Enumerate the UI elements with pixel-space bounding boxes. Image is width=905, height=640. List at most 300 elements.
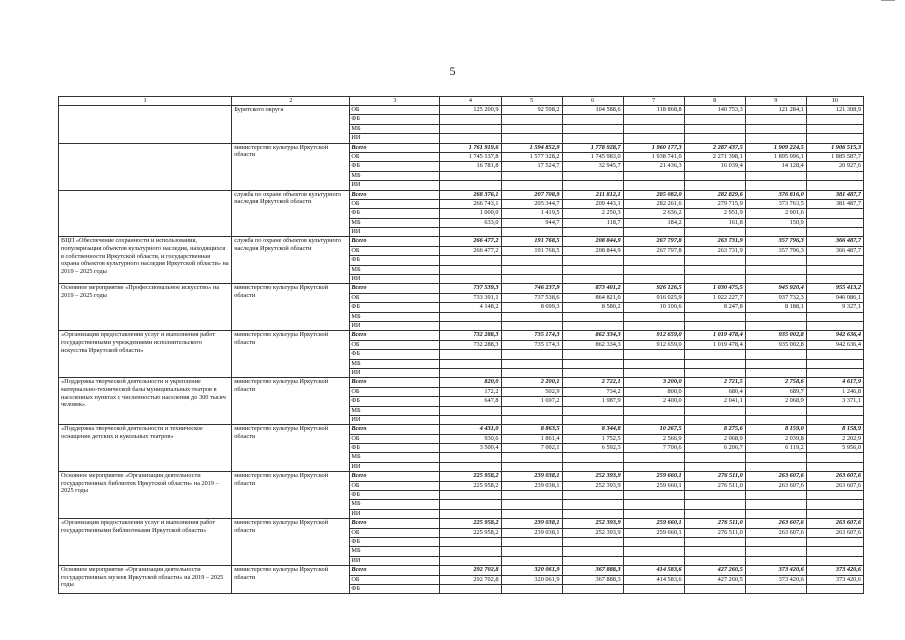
value-cell [806,368,863,377]
value-cell: 266 743,1 [440,199,501,208]
funding-source-cell: ИИ [350,462,440,471]
table-row [59,519,864,528]
funding-source-cell: МБ [350,500,440,509]
value-cell [745,556,806,565]
funding-source-cell: МБ [350,265,440,274]
value-cell: 1 761 919,6 [440,143,501,152]
value-cell [806,256,863,265]
value-cell [623,124,684,133]
value-cell [623,359,684,368]
value-cell: 225 958,2 [440,528,501,537]
funding-source-cell: МБ [350,312,440,321]
value-cell: 320 061,9 [501,575,562,584]
value-cell [684,368,745,377]
value-cell [562,265,623,274]
value-cell [806,415,863,424]
value-cell [501,124,562,133]
value-cell: 916 025,9 [623,293,684,302]
value-cell: 239 038,1 [501,519,562,528]
program-name-cell: Основное мероприятие «Организация деятельности государственных библиотек Иркутской области» на 2019 – 2025 годы [59,472,232,519]
value-cell [745,368,806,377]
program-name-cell: «Поддержка творческой деятельности и техническое оснащение детских и кукольных театров» [59,425,232,472]
value-cell: 292 702,8 [440,575,501,584]
value-cell: 5 956,0 [806,444,863,453]
value-cell: 1 019 478,4 [684,331,745,340]
value-cell: 6 592,3 [562,444,623,453]
value-cell: 2 566,9 [623,434,684,443]
value-cell: 276 511,0 [684,519,745,528]
value-cell: 2 068,9 [745,397,806,406]
value-cell [623,556,684,565]
value-cell: 209 443,1 [562,199,623,208]
value-cell: 225 958,2 [440,519,501,528]
value-cell: 862 334,3 [562,340,623,349]
value-cell: 259 660,1 [623,528,684,537]
value-cell: 285 082,0 [623,190,684,199]
value-cell: 292 702,8 [440,566,501,575]
value-cell: 2 901,6 [745,209,806,218]
value-cell: 1 752,5 [562,434,623,443]
funding-source-cell: МБ [350,359,440,368]
funding-source-cell: ОБ [350,152,440,161]
value-cell: 205 344,7 [501,199,562,208]
value-cell: 414 583,6 [623,575,684,584]
funding-source-cell: ОБ [350,575,440,584]
value-cell: 1 246,8 [806,387,863,396]
funding-source-cell: Всего [350,331,440,340]
value-cell [623,115,684,124]
value-cell [745,321,806,330]
value-cell: 32 945,7 [562,162,623,171]
value-cell: 125 200,9 [440,106,501,115]
value-cell: 1 745 983,0 [562,152,623,161]
value-cell: 746 237,9 [501,284,562,293]
value-cell: 16 781,8 [440,162,501,171]
funding-source-cell: ИИ [350,368,440,377]
funding-source-cell: ОБ [350,106,440,115]
value-cell [684,181,745,190]
value-cell: 357 796,3 [745,237,806,246]
value-cell: 263 607,6 [806,472,863,481]
budget-table-container [58,96,864,594]
value-cell: 239 038,1 [501,472,562,481]
value-cell [745,228,806,237]
value-cell: 680,4 [684,387,745,396]
value-cell: 191 768,5 [501,246,562,255]
value-cell: 2 636,2 [623,209,684,218]
value-cell: 8 247,8 [684,303,745,312]
value-cell: 263 607,6 [745,519,806,528]
value-cell: 263 731,9 [684,246,745,255]
value-cell [745,547,806,556]
table-body [59,97,864,594]
value-cell: 121 308,9 [806,106,863,115]
program-name-cell: Основное мероприятие «Профессиональное искусство» на 2019 – 2025 годы [59,284,232,331]
value-cell [745,453,806,462]
value-cell [623,312,684,321]
value-cell [623,275,684,284]
value-cell [806,406,863,415]
value-cell: 945 920,4 [745,284,806,293]
value-cell [440,124,501,133]
table-row [59,566,864,575]
value-cell [501,368,562,377]
budget-table [58,96,864,594]
value-cell [562,556,623,565]
funding-source-cell: МБ [350,124,440,133]
value-cell [501,275,562,284]
value-cell [562,406,623,415]
value-cell [562,453,623,462]
value-cell [562,115,623,124]
table-row [59,237,864,246]
value-cell [623,462,684,471]
value-cell: 263 607,6 [806,519,863,528]
value-cell: 912 659,0 [623,331,684,340]
value-cell [684,350,745,359]
funding-source-cell: ОБ [350,481,440,490]
value-cell [562,181,623,190]
header-cell: 4 [440,97,501,106]
funding-source-cell: ФБ [350,350,440,359]
value-cell [440,556,501,565]
value-cell [501,509,562,518]
funding-source-cell: МБ [350,171,440,180]
value-cell [440,265,501,274]
table-row [59,378,864,387]
executor-cell: министерство культуры Иркутской области [232,378,350,425]
value-cell: 942 636,4 [806,331,863,340]
value-cell: 279 715,9 [684,199,745,208]
value-cell [501,453,562,462]
funding-source-cell: ИИ [350,275,440,284]
value-cell: 737 538,6 [501,293,562,302]
value-cell: 140 753,3 [684,106,745,115]
value-cell [623,537,684,546]
value-cell [745,584,806,593]
program-name-cell [59,143,232,190]
value-cell [501,134,562,143]
value-cell: 104 588,6 [562,106,623,115]
value-cell: 1 987,9 [562,397,623,406]
value-cell: 1 895 096,1 [745,152,806,161]
funding-source-cell: Всего [350,519,440,528]
value-cell: 8 275,6 [684,425,745,434]
value-cell: 276 511,0 [684,472,745,481]
value-cell [684,584,745,593]
header-cell: 8 [684,97,745,106]
value-cell [501,350,562,359]
value-cell: 191 768,5 [501,237,562,246]
value-cell [745,134,806,143]
header-cell: 7 [623,97,684,106]
value-cell: 263 607,6 [745,481,806,490]
value-cell [501,321,562,330]
value-cell: 2 400,0 [623,397,684,406]
value-cell: 647,8 [440,397,501,406]
funding-source-cell: Всего [350,237,440,246]
value-cell [562,321,623,330]
funding-source-cell: МБ [350,406,440,415]
value-cell [623,368,684,377]
value-cell [745,171,806,180]
value-cell [501,256,562,265]
value-cell: 3 200,0 [623,378,684,387]
value-cell [562,415,623,424]
funding-source-cell: Всего [350,284,440,293]
value-cell [440,350,501,359]
value-cell: 239 038,1 [501,528,562,537]
value-cell: 268 376,1 [440,190,501,199]
value-cell [623,256,684,265]
value-cell: 357 796,3 [745,246,806,255]
value-cell [501,228,562,237]
value-cell: 8 344,8 [562,425,623,434]
value-cell [440,368,501,377]
value-cell: 92 598,2 [501,106,562,115]
value-cell [501,312,562,321]
value-cell [623,415,684,424]
value-cell [806,547,863,556]
table-row [59,284,864,293]
value-cell [562,584,623,593]
value-cell [623,491,684,500]
value-cell [684,265,745,274]
value-cell [440,453,501,462]
value-cell: 118,7 [562,218,623,227]
value-cell: 1 906 515,3 [806,143,863,152]
value-cell: 2 758,6 [745,378,806,387]
value-cell [440,359,501,368]
value-cell: 1 577 328,2 [501,152,562,161]
value-cell [623,321,684,330]
value-cell [684,124,745,133]
value-cell [623,171,684,180]
value-cell: 1 909 224,5 [745,143,806,152]
funding-source-cell: ОБ [350,434,440,443]
executor-cell: служба по охране объектов культурного наследия Иркутской области [232,237,350,284]
value-cell: 732 288,3 [440,331,501,340]
value-cell [806,209,863,218]
value-cell: 21 436,3 [623,162,684,171]
value-cell [562,124,623,133]
value-cell [562,537,623,546]
value-cell [623,265,684,274]
value-cell [806,181,863,190]
program-name-cell: «Организация предоставления услуг и выполнения работ государственными учреждениями исполнительского искусства Иркутской области» [59,331,232,378]
funding-source-cell: ФБ [350,303,440,312]
value-cell [562,350,623,359]
value-cell [440,462,501,471]
value-cell [501,556,562,565]
value-cell [745,491,806,500]
page-edge-mark [881,0,895,1]
value-cell: 735 174,3 [501,331,562,340]
funding-source-cell: ФБ [350,397,440,406]
executor-cell: министерство культуры Иркутской области [232,425,350,472]
value-cell [684,462,745,471]
value-cell [440,312,501,321]
value-cell: 118 868,8 [623,106,684,115]
value-cell: 732 288,3 [440,340,501,349]
value-cell: 735 174,3 [501,340,562,349]
value-cell: 955 413,2 [806,284,863,293]
funding-source-cell: Всего [350,190,440,199]
value-cell [623,181,684,190]
value-cell [745,537,806,546]
value-cell: 2 722,1 [562,378,623,387]
value-cell [745,406,806,415]
value-cell [562,171,623,180]
value-cell: 737 539,3 [440,284,501,293]
header-cell: 5 [501,97,562,106]
funding-source-cell: ИИ [350,321,440,330]
value-cell: 14 128,4 [745,162,806,171]
value-cell [440,171,501,180]
value-cell [745,312,806,321]
value-cell [440,415,501,424]
value-cell: 376 816,0 [745,190,806,199]
value-cell: 150,9 [745,218,806,227]
value-cell [562,509,623,518]
value-cell [440,491,501,500]
table-row [59,331,864,340]
value-cell: 184,2 [623,218,684,227]
value-cell [806,491,863,500]
value-cell: 239 038,1 [501,481,562,490]
value-cell [745,500,806,509]
funding-source-cell: ФБ [350,256,440,265]
value-cell: 427 260,5 [684,566,745,575]
value-cell: 172,2 [440,387,501,396]
value-cell: 820,0 [440,378,501,387]
value-cell: 8 159,0 [745,425,806,434]
value-cell: 733 391,1 [440,293,501,302]
value-cell [440,115,501,124]
value-cell: 1 419,5 [501,209,562,218]
program-name-cell: «Организация предоставления услуг и выполнения работ государственными библиотеками Иркутской области» [59,519,232,566]
value-cell: 1 030 475,5 [684,284,745,293]
value-cell: 734,2 [562,387,623,396]
header-cell: 2 [232,97,350,106]
value-cell: 926 126,5 [623,284,684,293]
value-cell [440,134,501,143]
value-cell [806,321,863,330]
value-cell: 946 086,1 [806,293,863,302]
value-cell [684,256,745,265]
value-cell [684,359,745,368]
value-cell: 161,8 [684,218,745,227]
value-cell [745,265,806,274]
value-cell: 427 260,5 [684,575,745,584]
funding-source-cell: Всего [350,472,440,481]
value-cell: 20 927,6 [806,162,863,171]
value-cell: 276 511,0 [684,481,745,490]
value-cell: 17 524,7 [501,162,562,171]
value-cell: 16 039,4 [684,162,745,171]
value-cell [684,491,745,500]
value-cell [806,124,863,133]
value-cell [806,265,863,274]
value-cell [501,547,562,556]
value-cell [684,547,745,556]
funding-source-cell: ОБ [350,199,440,208]
executor-cell: министерство культуры Иркутской области [232,143,350,190]
value-cell: 211 812,1 [562,190,623,199]
value-cell: 263 607,6 [806,481,863,490]
value-cell [623,547,684,556]
value-cell [501,537,562,546]
program-name-cell: Основное мероприятие «Организация деятельности государственных музеев Иркутской области» на 2019 – 2025 годы [59,566,232,594]
value-cell [806,134,863,143]
value-cell [440,228,501,237]
funding-source-cell: МБ [350,453,440,462]
value-cell [562,500,623,509]
value-cell [501,265,562,274]
value-cell [562,256,623,265]
value-cell: 8 863,5 [501,425,562,434]
value-cell [684,312,745,321]
funding-source-cell: ФБ [350,209,440,218]
funding-source-cell: ОБ [350,293,440,302]
value-cell: 2 250,3 [562,209,623,218]
value-cell: 633,0 [440,218,501,227]
executor-cell: министерство культуры Иркутской области [232,566,350,594]
value-cell: 8 158,9 [806,425,863,434]
value-cell: 1 885 587,7 [806,152,863,161]
table-row [59,190,864,199]
value-cell [806,556,863,565]
value-cell [623,406,684,415]
value-cell [806,509,863,518]
value-cell: 263 607,6 [745,528,806,537]
value-cell: 4 431,0 [440,425,501,434]
funding-source-cell: МБ [350,218,440,227]
value-cell [745,124,806,133]
value-cell: 8 188,1 [745,303,806,312]
program-name-cell: «Поддержка творческой деятельности и укрепление материально-технической базы муниципальных театров в населенных пунктах с численностью населения до 300 тысяч человек» [59,378,232,425]
value-cell: 930,6 [440,434,501,443]
value-cell: 1 594 852,9 [501,143,562,152]
value-cell: 225 958,2 [440,472,501,481]
value-cell [623,584,684,593]
value-cell [684,537,745,546]
funding-source-cell: ИИ [350,228,440,237]
funding-source-cell: ОБ [350,528,440,537]
value-cell [440,275,501,284]
value-cell [440,584,501,593]
value-cell [684,500,745,509]
value-cell [623,350,684,359]
value-cell: 373 420,6 [806,575,863,584]
funding-source-cell: МБ [350,547,440,556]
value-cell [562,368,623,377]
funding-source-cell: ФБ [350,491,440,500]
value-cell: 263 607,6 [745,472,806,481]
value-cell: 266 477,2 [440,246,501,255]
value-cell [562,134,623,143]
value-cell: 367 888,3 [562,566,623,575]
funding-source-cell: ФБ [350,444,440,453]
value-cell: 3 500,4 [440,444,501,453]
funding-source-cell: ФБ [350,162,440,171]
value-cell [562,491,623,500]
value-cell [684,509,745,518]
value-cell: 8 699,3 [501,303,562,312]
executor-cell: Бурятского округа [232,106,350,144]
value-cell [562,547,623,556]
value-cell: 252 393,9 [562,481,623,490]
